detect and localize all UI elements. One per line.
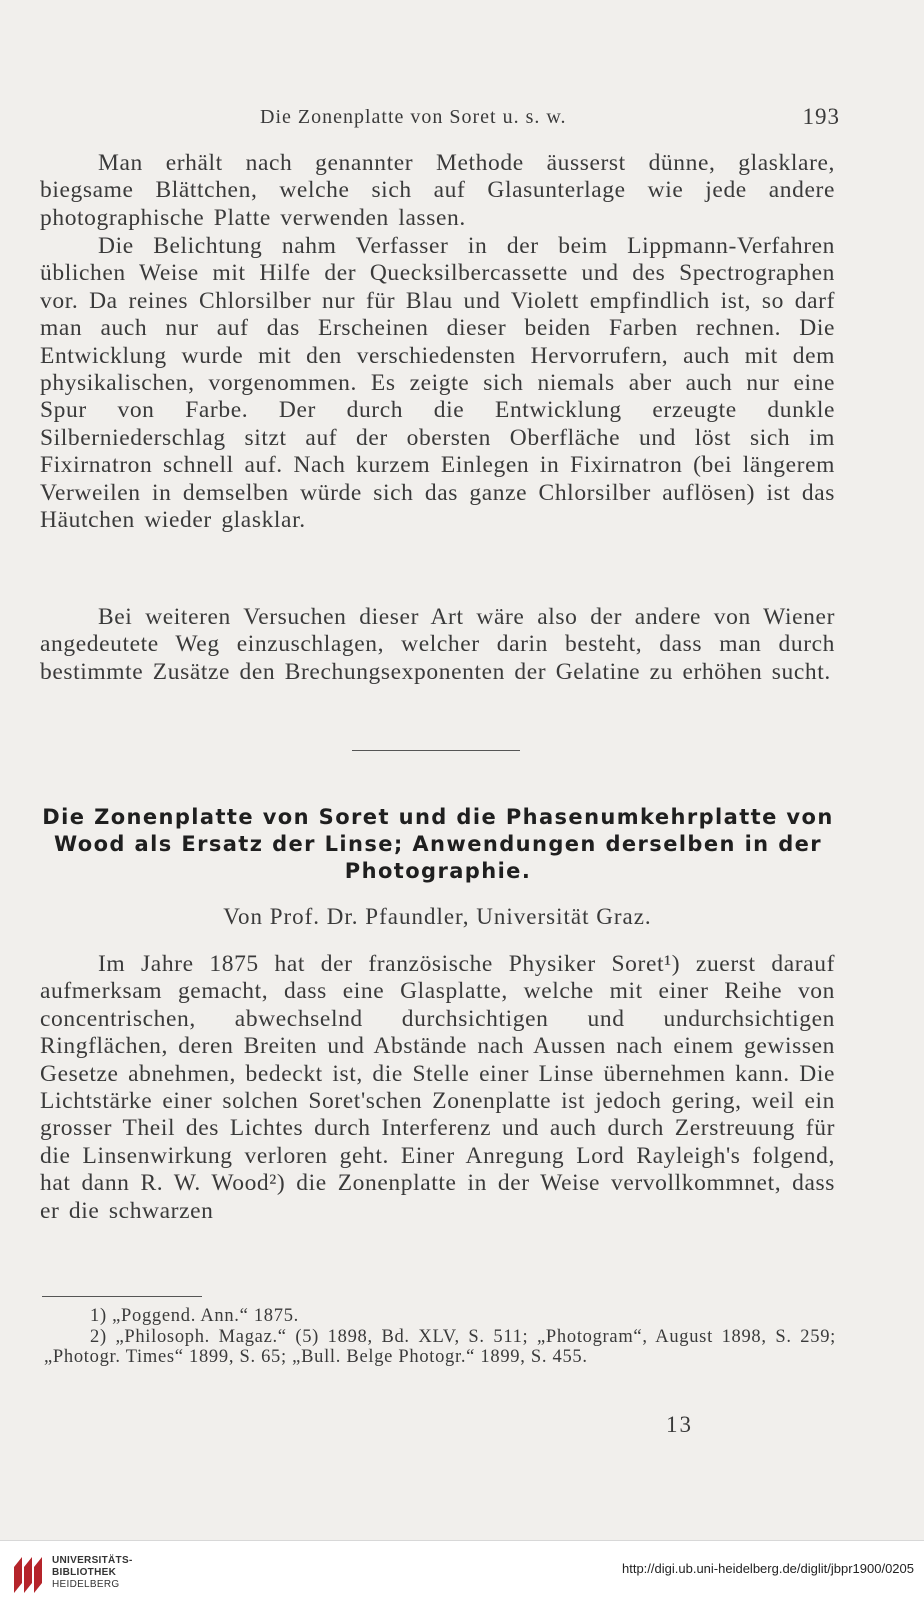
article-byline: Von Prof. Dr. Pfaundler, Universität Graz. bbox=[223, 904, 652, 929]
paragraph-2: Die Belichtung nahm Verfasser in der beim Lippmann-Verfahren üblichen Weise mit Hilfe der Quecksilbercassette und des Spectrographen vor. Da reines Chlorsilber nur für Blau und Violett empfindlich ist, so darf man auch nur auf das Erscheinen dieser beiden Farben rechnen. Die Entwicklung wurde mit den verschiedensten Hervorrufern, auch mit dem physikalischen, vorgenommen. Es zeigte sich niemals aber auch nur eine Spur von Farbe. Der durch die Entwicklung erzeugte dunkle Silberniederschlag sitzt auf der obersten Oberfläche und löst sich im Fixirnatron schnell auf. Nach kurzem Einlegen in Fixirnatron (bei längerem Verweilen in demselben würde sich das ganze Chlorsilber auflösen) ist das Häutchen wieder glasklar. bbox=[40, 233, 835, 534]
footnotes bbox=[44, 1306, 836, 1368]
page-number: 193 bbox=[802, 104, 840, 129]
running-title: Die Zonenplatte von Soret u. s. w. bbox=[260, 106, 567, 128]
paragraph-3: Bei weiteren Versuchen dieser Art wäre also der andere von Wiener angedeutete Weg einzuschlagen, welcher darin besteht, dass man durch bestimmte Zusätze den Brechungsexponenten der Gelatine zu erhöhen sucht. bbox=[40, 604, 835, 685]
article-heading: Die Zonenplatte von Soret und die Phasenumkehrplatte von Wood als Ersatz der Linse; Anwendungen derselben in der Photographie. bbox=[42, 805, 834, 883]
library-logo-text bbox=[52, 1555, 133, 1591]
library-logo-icon bbox=[10, 1553, 46, 1597]
viewer-footer bbox=[0, 1540, 924, 1609]
paragraph-4: Im Jahre 1875 hat der französische Physiker Soret¹) zuerst darauf aufmerksam gemacht, dass eine Glasplatte, welche mit einer Reihe von concentrischen, abwechselnd durchsichtigen und undurchsichtigen Ringflächen, deren Breiten und Abstände nach Aussen nach einem gewissen Gesetze abnehmen, bedeckt ist, die Stelle einer Linse übernehmen kann. Die Lichtstärke einer solchen Soret'schen Zonenplatte ist jedoch gering, weil ein grosser Theil des Lichtes durch Interferenz und auch durch Zerstreuung für die Linsenwirkung verloren geht. Einer Anregung Lord Rayleigh's folgend, hat dann R. W. Wood²) die Zonenplatte in der Weise vervollkommnet, dass er die schwarzen bbox=[40, 951, 835, 1224]
logo-line-3: HEIDELBERG bbox=[52, 1579, 120, 1590]
sheet-signature: 13 bbox=[666, 1412, 693, 1437]
logo-line-2: BIBLIOTHEK bbox=[52, 1567, 117, 1578]
logo-line-1: UNIVERSITÄTS- bbox=[52, 1555, 133, 1566]
footnote-rule bbox=[42, 1296, 202, 1297]
permalink-url[interactable]: http://digi.ub.uni-heidelberg.de/diglit/jbpr1900/0205 bbox=[622, 1561, 914, 1576]
footnote-1: 1) „Poggend. Ann.“ 1875. bbox=[90, 1306, 299, 1326]
section-divider bbox=[352, 750, 520, 751]
footnote-2: 2) „Philosoph. Magaz.“ (5) 1898, Bd. XLV, S. 511; „Photogram“, August 1898, S. 259; „Photogr. Times“ 1899, S. 65; „Bull. Belge Photogr.“ 1899, S. 455. bbox=[44, 1326, 836, 1367]
paragraph-1: Man erhält nach genannter Methode äusserst dünne, glasklare, biegsame Blättchen, welche sich auf Glasunterlage wie jede andere photographische Platte verwenden lassen. bbox=[40, 150, 835, 231]
